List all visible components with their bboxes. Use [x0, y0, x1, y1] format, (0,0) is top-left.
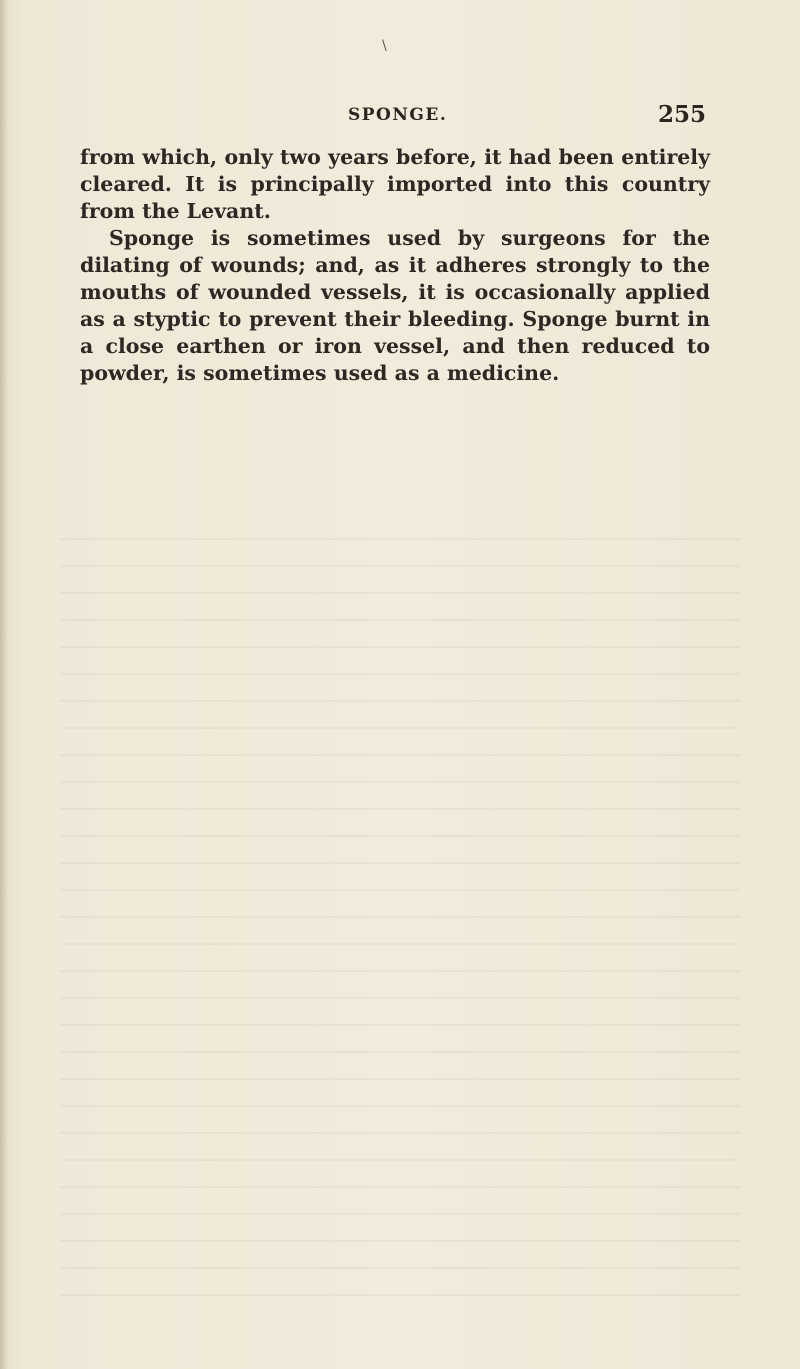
show-through-text	[60, 520, 740, 1320]
running-head-title: SPONGE.	[348, 105, 448, 125]
body-text	[80, 144, 710, 387]
spine-shadow	[0, 0, 8, 1369]
stray-mark: \	[382, 38, 387, 54]
paragraph-sponge-uses: Sponge is sometimes used by surgeons for the dilating of wounds; and, as it adheres strongly to the mouths of wounded vessels, it is occasionally applied as a styptic to prevent their bleeding. Sponge burnt in a close earthen or iron vessel, and then reduced to powder, is sometimes used as a medicine.	[80, 226, 710, 385]
page-number: 255	[657, 101, 706, 128]
running-head	[80, 101, 708, 135]
paragraph-continuation: from which, only two years before, it had been entirely cleared. It is principally imported into this country from the Levant.	[80, 145, 710, 223]
